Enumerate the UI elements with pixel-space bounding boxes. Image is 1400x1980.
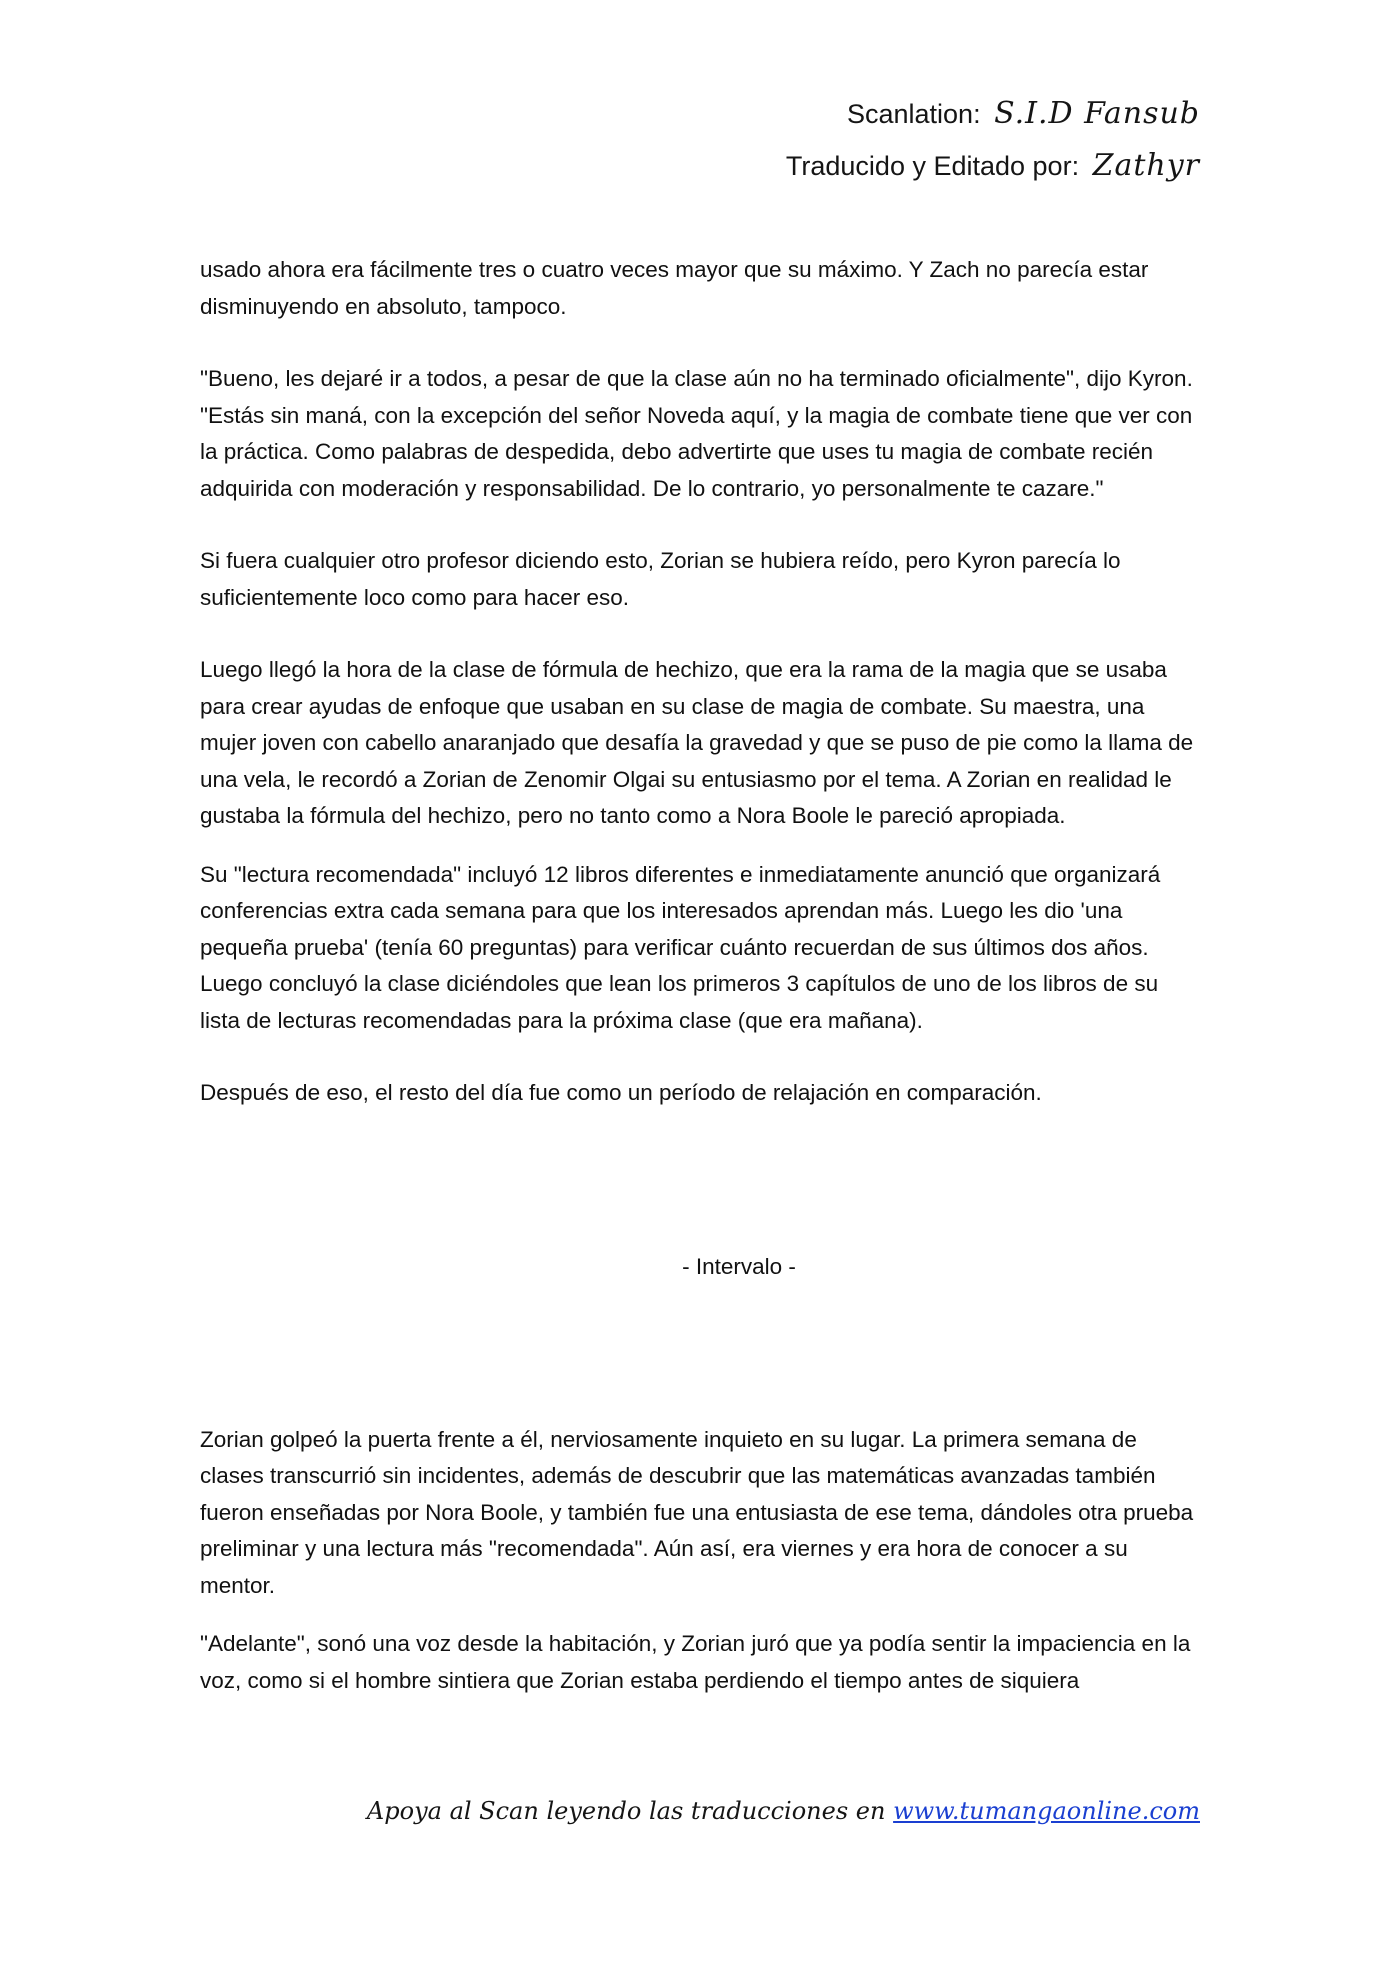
credits-block (786, 88, 1200, 192)
paragraph: Su "lectura recomendada" incluyó 12 libros diferentes e inmediatamente anunció que organizará conferencias extra cada semana para que los interesados aprendan más. Luego les dio 'una pequeña prueba' (tenía 60 preguntas) para verificar cuánto recuerdan de sus últimos dos años. Luego concluyó la clase diciéndoles que lean los primeros 3 capítulos de uno de los libros de su lista de lecturas recomendadas para la próxima clase (que era mañana). (200, 861, 1161, 1033)
footer-link[interactable]: www.tumangaonline.com (893, 1797, 1200, 1825)
scanlation-name: S.I.D Fansub (994, 96, 1200, 131)
paragraph: Si fuera cualquier otro profesor diciendo esto, Zorian se hubiera reído, pero Kyron parecía lo suficientemente loco como para hacer eso. (200, 548, 1121, 610)
paragraph: usado ahora era fácilmente tres o cuatro veces mayor que su máximo. Y Zach no parecía estar disminuyendo en absoluto, tampoco. (200, 257, 1149, 319)
footer-note (367, 1797, 1200, 1825)
paragraph: Luego llegó la hora de la clase de fórmula de hechizo, que era la rama de la magia que se usaba para crear ayudas de enfoque que usaban en su clase de magia de combate. Su maestra, una mujer joven con cabello anaranjado que desafía la gravedad y que se puso de pie como la llama de una vela, le recordó a Zorian de Zenomir Olgai su entusiasmo por el tema. A Zorian en realidad le gustaba la fórmula del hechizo, pero no tanto como a Nora Boole le pareció apropiada. (200, 657, 1194, 828)
translator-label: Traducido y Editado por: (785, 151, 1080, 181)
footer-text: Apoya al Scan leyendo las traducciones en (366, 1797, 886, 1825)
translator-name: Zathyr (1092, 148, 1200, 183)
paragraph: "Adelante", sonó una voz desde la habitación, y Zorian juró que ya podía sentir la impaciencia en la voz, como si el hombre sintiera que Zorian estaba perdiendo el tiempo antes de siquiera (200, 1631, 1191, 1693)
scanlation-label: Scanlation: (846, 99, 981, 129)
chapter-text (200, 252, 1202, 1735)
paragraph: Después de eso, el resto del día fue como un período de relajación en comparación. (200, 1080, 1042, 1105)
paragraph: Zorian golpeó la puerta frente a él, nerviosamente inquieto en su lugar. La primera semana de clases transcurrió sin incidentes, además de descubrir que las matemáticas avanzadas también fueron enseñadas por Nora Boole, y también fue una entusiasta de ese tema, dándoles otra prueba preliminar y una lectura más "recomendada". Aún así, era viernes y era hora de conocer a su mentor. (200, 1426, 1194, 1598)
section-break: - Intervalo - (682, 1253, 796, 1279)
paragraph: "Bueno, les dejaré ir a todos, a pesar de que la clase aún no ha terminado oficialmente", dijo Kyron. "Estás sin maná, con la excepción del señor Noveda aquí, y la magia de combate tiene que ver con la práctica. Como palabras de despedida, debo advertirte que uses tu magia de combate recién adquirida con moderación y responsabilidad. De lo contrario, yo personalmente te cazare." (200, 366, 1193, 501)
translator-credit (786, 140, 1200, 192)
scanlation-credit (786, 88, 1200, 140)
